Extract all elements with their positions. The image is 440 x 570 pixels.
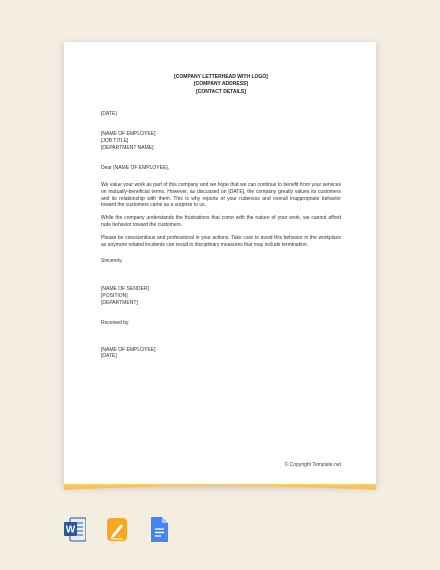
letter-header [101, 74, 341, 96]
closing: Sincerely, [101, 258, 123, 264]
pages-icon[interactable] [106, 516, 128, 543]
received-by: Received by [101, 319, 129, 326]
copyright-notice: © Copyright Template.net [284, 462, 341, 468]
date-line: [DATE] [101, 111, 117, 118]
letter-page [64, 42, 376, 486]
google-docs-icon[interactable] [148, 516, 170, 543]
sender-block [101, 286, 341, 307]
letter-body [101, 74, 341, 360]
company-letterhead: [COMPANY LETTERHEAD WITH LOGO] [174, 74, 268, 80]
sender-name: [NAME OF SENDER] [101, 285, 149, 292]
page-accent-footer [64, 484, 376, 496]
recipient-title: [JOB TITLE] [101, 138, 129, 145]
sender-department: [DEPARTMENT] [101, 299, 138, 306]
app-icons [64, 516, 170, 543]
recipient-block [101, 131, 341, 152]
sender-position: [POSITION] [101, 292, 128, 299]
svg-text:W: W [65, 524, 76, 536]
recipient-department: [DEPARTMENT NAME] [101, 144, 154, 151]
receiver-date: [DATE] [101, 353, 117, 360]
paragraph-3: Please be conscientious and professional in your actions. Take care to avoid this behavior in the workplace as anymore related incidents can result in disciplinary measures that may include termination. [101, 235, 341, 249]
receiver-name: [NAME OF EMPLOYEE] [101, 346, 156, 353]
salutation: Dear [NAME OF EMPLOYEE], [101, 164, 170, 171]
paragraph-2: While the company understands the frustrations that come with the nature of your work, we cannot afford rude behavior toward the customers. [101, 215, 341, 229]
receiver-block [101, 347, 341, 361]
recipient-name: [NAME OF EMPLOYEE] [101, 131, 156, 138]
contact-details: [CONTACT DETAILS] [196, 88, 246, 95]
word-icon[interactable] [64, 516, 86, 543]
company-address: [COMPANY ADDRESS] [193, 81, 249, 88]
paragraph-1: We value your work as part of this company and we hope that we can continue to benefit from your services on mutually-beneficial terms. However, as discussed on [DATE], the company greatly values its customers and its relationship with them. This is why reports of your rudeness and overall inappropriate behavior toward the customers came as a surprise to us. [101, 181, 341, 209]
